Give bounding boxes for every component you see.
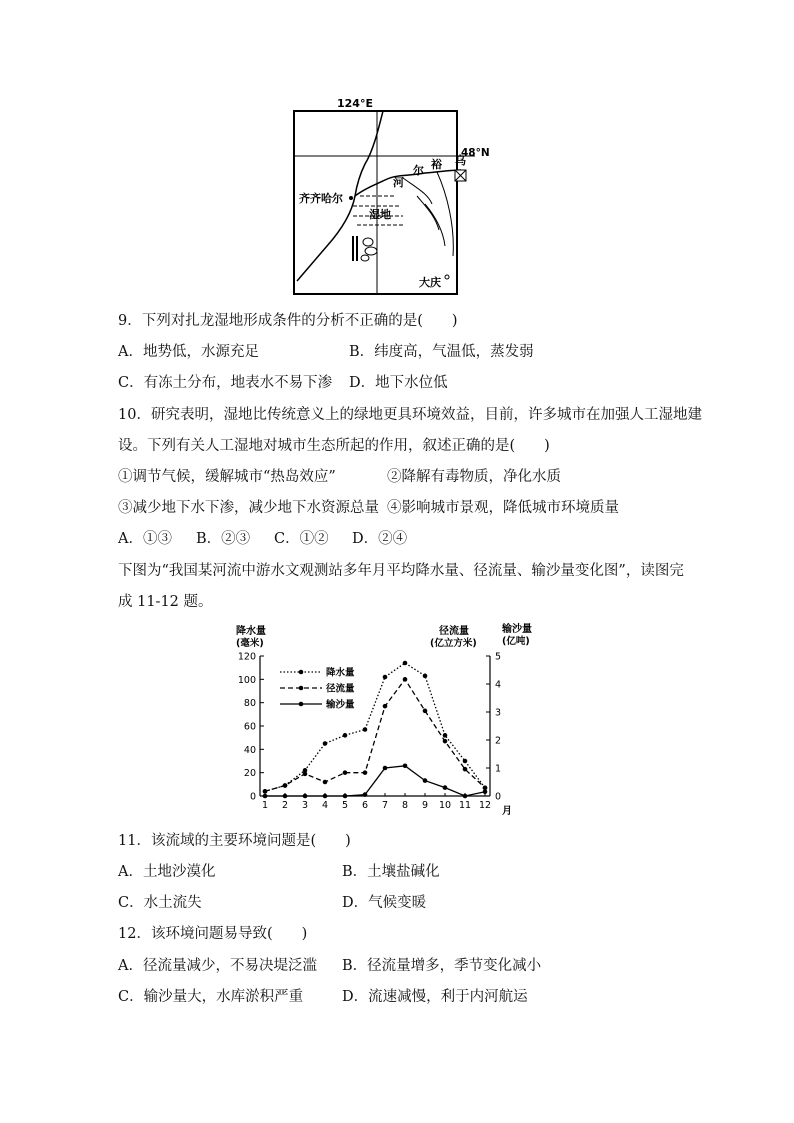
river-char-er: 尔 [413,164,424,177]
q10-item-4: ④影响城市景观，降低城市环境质量 [387,500,619,516]
x-tick-label: 2 [281,800,289,811]
series-point-0 [343,733,348,738]
series-point-1 [423,709,428,714]
x-tick-label: 9 [421,800,429,811]
y-left-tick-label: 80 [243,698,256,710]
q10-option-d[interactable]: D．②④ [352,531,408,547]
q11-option-c[interactable]: C．水土流失 [118,895,202,911]
q12-option-d[interactable]: D．流速减慢，利于内河航运 [342,989,528,1005]
map-longitude-label: 124°E [337,97,373,110]
y-left-tick-label: 40 [243,744,256,756]
series-point-0 [463,759,468,764]
q12-option-c[interactable]: C．输沙量大，水库淤积严重 [118,989,304,1005]
series-point-2 [443,785,448,790]
chart-legend [280,667,355,711]
legend-label-1: 径流量 [326,683,355,695]
series-point-2 [423,778,428,783]
q11-option-b[interactable]: B．土壤盐碱化 [342,864,440,880]
river-char-he: 河 [393,176,404,189]
series-point-0 [443,733,448,738]
intro-line-2: 成 11-12 题。 [118,594,213,610]
x-tick-label: 8 [401,800,409,811]
city-qiqihar-label: 齐齐哈尔 [299,192,343,205]
series-point-2 [383,766,388,771]
q10-item-3: ③减少地下水下渗，减少地下水资源总量 [118,500,379,516]
wetland-label: 湿地 [369,208,391,221]
series-point-2 [483,790,488,795]
y-left-tick-label: 20 [243,768,256,780]
series-point-2 [303,794,308,799]
y-left-tick-label: 0 [249,791,256,803]
y-right-tick-label: 2 [495,735,502,747]
map-latitude-label: 48°N [461,147,490,159]
lake-symbol [353,236,377,261]
left-axis-title-2: (毫米) [236,638,264,649]
series-point-0 [363,727,368,732]
series-point-1 [443,739,448,744]
series-point-1 [383,704,388,709]
city-qiqihar-marker [349,196,353,200]
q11-option-a[interactable]: A．土地沙漠化 [118,864,216,880]
y-right-tick-label: 0 [495,791,502,803]
q9-option-c[interactable]: C．有冻土分布，地表水不易下渗 [118,375,333,391]
y-left-tick-label: 100 [237,674,256,686]
q9-stem: 9．下列对扎龙湿地形成条件的分析不正确的是( ) [118,313,458,329]
x-tick-label: 11 [458,800,472,811]
y-right-tick-label: 5 [495,651,502,663]
series-line-2 [265,766,485,796]
x-tick-label: 12 [478,800,492,811]
series-point-2 [283,794,288,799]
series-point-1 [303,772,308,777]
series-point-0 [383,675,388,680]
x-tick-label: 3 [301,800,309,811]
series-point-0 [323,741,328,746]
series-point-1 [263,789,268,794]
y-right-tick-label: 1 [495,763,502,775]
tributary-branch-1 [403,178,432,204]
x-tick-label: 10 [438,800,452,811]
river-char-yu: 裕 [431,158,442,171]
right-axis-title-1-line-2: (亿立方米) [430,638,477,649]
q10-option-c[interactable]: C．①② [274,531,329,547]
series-line-0 [265,663,485,791]
q11-option-d[interactable]: D．气候变暖 [342,895,427,911]
left-axis-title-1: 降水量 [236,626,266,637]
q10-item-2: ②降解有毒物质，净化水质 [387,469,561,485]
hydrology-chart [222,618,532,818]
series-point-2 [403,763,408,768]
x-tick-label: 4 [321,800,329,811]
q12-stem: 12．该环境问题易导致( ) [118,926,308,942]
x-tick-label: 1 [261,800,269,811]
legend-marker-2 [299,702,304,707]
series-point-2 [343,794,348,799]
series-point-0 [423,674,428,679]
series-point-1 [363,770,368,775]
series-point-1 [323,780,328,785]
q11-stem: 11．该流域的主要环境问题是( ) [118,833,351,849]
city-daqing-label: 大庆 [419,276,441,289]
y-left-tick-label: 120 [237,651,256,663]
series-point-0 [403,661,408,666]
tributary-branch-4 [425,204,445,246]
tributary-branch-2 [417,196,439,230]
q10-option-a[interactable]: A．①③ [118,531,172,547]
x-tick-label: 7 [381,800,389,811]
q12-option-b[interactable]: B．径流量增多，季节变化减小 [342,958,542,974]
right-axis-title-2-line-1: 输沙量 [502,624,532,635]
series-point-1 [483,786,488,791]
series-point-2 [323,794,328,799]
series-point-1 [403,677,408,682]
city-daqing-marker [445,275,449,279]
legend-marker-0 [299,670,304,675]
intro-line-1: 下图为“我国某河流中游水文观测站多年月平均降水量、径流量、输沙量变化图”，读图完 [118,563,684,579]
series-line-1 [265,679,485,791]
series-point-1 [283,783,288,788]
series-point-1 [343,770,348,775]
right-axis-title-1-line-1: 径流量 [439,626,469,637]
wetland-map [285,96,500,300]
legend-label-2: 输沙量 [326,699,355,711]
x-tick-label: 6 [361,800,369,811]
q10-option-b[interactable]: B．②③ [196,531,251,547]
tributary-branch-3 [437,172,453,256]
series-point-1 [463,767,468,772]
right-axis-title-2-line-2: (亿吨) [502,636,530,647]
series-point-2 [363,792,368,797]
y-left-tick-label: 60 [243,721,256,733]
q10-item-1: ①调节气候，缓解城市“热岛效应” [118,469,336,485]
legend-marker-1 [299,686,304,691]
x-axis-unit: 月 [502,806,512,817]
q9-option-b[interactable]: B．纬度高，气温低，蒸发弱 [349,344,534,360]
y-right-tick-label: 3 [495,707,502,719]
series-point-2 [463,794,468,799]
q10-stem-line-1: 10．研究表明，湿地比传统意义上的绿地更具环境效益，目前，许多城市在加强人工湿地建 [118,407,702,423]
q12-option-a[interactable]: A．径流量减少，不易决堤泛滥 [118,958,317,974]
legend-label-0: 降水量 [326,667,355,679]
q9-option-a[interactable]: A．地势低，水源充足 [118,344,259,360]
y-right-tick-label: 4 [495,679,502,691]
river-char-wu: 乌 [455,154,466,167]
q9-option-d[interactable]: D．地下水位低 [349,375,448,391]
x-tick-label: 5 [341,800,349,811]
q10-stem-line-2: 设。下列有关人工湿地对城市生态所起的作用，叙述正确的是( ) [118,438,550,454]
series-point-2 [263,794,268,799]
